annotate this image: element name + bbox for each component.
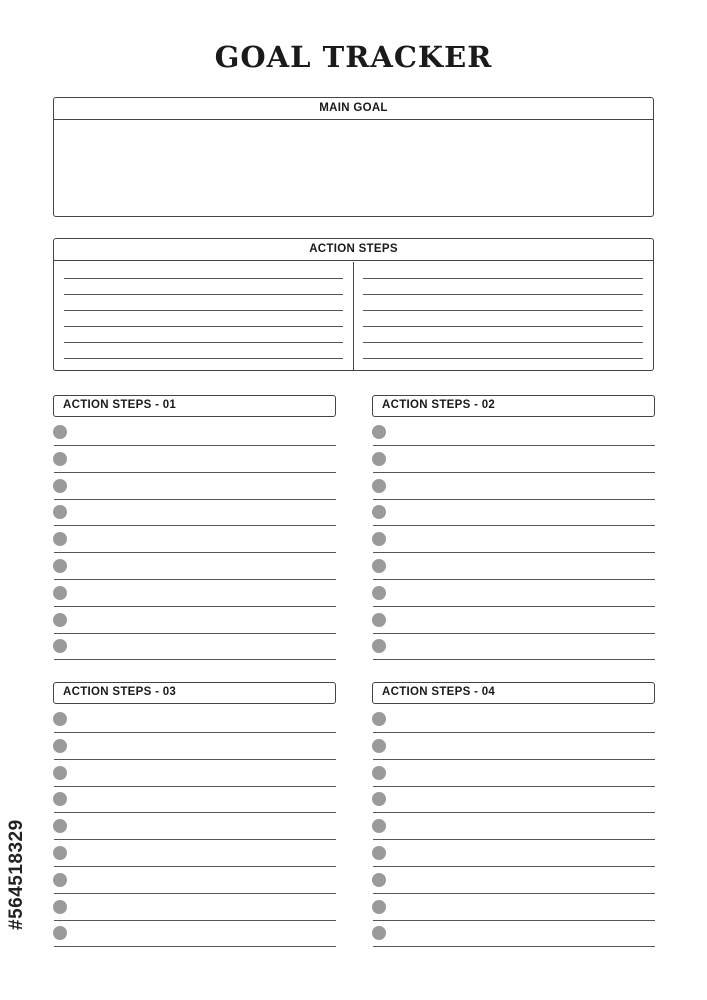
checklist-row[interactable] xyxy=(53,706,336,733)
checkbox-circle-icon[interactable] xyxy=(53,559,67,573)
action-steps-write-line[interactable] xyxy=(64,326,343,327)
checklist-row[interactable] xyxy=(372,446,655,473)
checkbox-circle-icon[interactable] xyxy=(53,425,67,439)
checklist-row[interactable] xyxy=(372,813,655,840)
checkbox-circle-icon[interactable] xyxy=(53,792,67,806)
checklist-row[interactable] xyxy=(372,920,655,947)
action-steps-write-line[interactable] xyxy=(363,358,643,359)
page-title: GOAL TRACKER xyxy=(214,40,493,74)
checklist-row[interactable] xyxy=(372,840,655,867)
checklist-row[interactable] xyxy=(372,419,655,446)
checklist-row[interactable] xyxy=(53,580,336,607)
stock-id-watermark: #564518329 xyxy=(6,819,27,930)
checkbox-circle-icon[interactable] xyxy=(372,846,386,860)
checkbox-circle-icon[interactable] xyxy=(53,846,67,860)
checklist-row[interactable] xyxy=(372,580,655,607)
checklist-row[interactable] xyxy=(372,553,655,580)
checkbox-circle-icon[interactable] xyxy=(53,479,67,493)
action-steps-write-line[interactable] xyxy=(64,278,343,279)
section-header: ACTION STEPS - 03 xyxy=(53,682,336,704)
checkbox-circle-icon[interactable] xyxy=(53,639,67,653)
checkbox-circle-icon[interactable] xyxy=(53,712,67,726)
checklist-row[interactable] xyxy=(53,920,336,947)
checklist-row[interactable] xyxy=(53,786,336,813)
action-steps-write-line[interactable] xyxy=(64,294,343,295)
checkbox-circle-icon[interactable] xyxy=(53,766,67,780)
checkbox-circle-icon[interactable] xyxy=(372,766,386,780)
checklist-row[interactable] xyxy=(53,894,336,921)
checklist-row[interactable] xyxy=(53,813,336,840)
checkbox-circle-icon[interactable] xyxy=(372,586,386,600)
checkbox-circle-icon[interactable] xyxy=(53,452,67,466)
checklist-row[interactable] xyxy=(53,419,336,446)
checklist-row[interactable] xyxy=(53,633,336,660)
checkbox-circle-icon[interactable] xyxy=(372,792,386,806)
checkbox-circle-icon[interactable] xyxy=(372,452,386,466)
checklist-row[interactable] xyxy=(372,633,655,660)
checklist-row[interactable] xyxy=(372,607,655,634)
checkbox-circle-icon[interactable] xyxy=(372,505,386,519)
checklist-row[interactable] xyxy=(53,607,336,634)
checkbox-circle-icon[interactable] xyxy=(53,586,67,600)
checkbox-circle-icon[interactable] xyxy=(372,926,386,940)
checkbox-circle-icon[interactable] xyxy=(53,532,67,546)
checkbox-circle-icon[interactable] xyxy=(372,613,386,627)
action-steps-divider xyxy=(353,262,354,370)
checkbox-circle-icon[interactable] xyxy=(372,425,386,439)
checklist-row[interactable] xyxy=(372,760,655,787)
action-steps-write-line[interactable] xyxy=(64,310,343,311)
checklist-row[interactable] xyxy=(53,446,336,473)
checklist-row[interactable] xyxy=(372,706,655,733)
checklist-row[interactable] xyxy=(53,526,336,553)
checkbox-circle-icon[interactable] xyxy=(53,900,67,914)
action-steps-write-line[interactable] xyxy=(363,278,643,279)
checklist-row[interactable] xyxy=(53,840,336,867)
write-line xyxy=(54,659,336,660)
checklist-row[interactable] xyxy=(372,733,655,760)
write-line xyxy=(373,659,655,660)
checkbox-circle-icon[interactable] xyxy=(372,479,386,493)
checklist-row[interactable] xyxy=(53,499,336,526)
checkbox-circle-icon[interactable] xyxy=(53,613,67,627)
section-header: ACTION STEPS - 02 xyxy=(372,395,655,417)
checklist-row[interactable] xyxy=(372,894,655,921)
section-header: ACTION STEPS - 01 xyxy=(53,395,336,417)
action-steps-write-line[interactable] xyxy=(363,326,643,327)
checklist-row[interactable] xyxy=(372,867,655,894)
checkbox-circle-icon[interactable] xyxy=(372,532,386,546)
main-goal-box[interactable] xyxy=(53,97,654,217)
checkbox-circle-icon[interactable] xyxy=(53,926,67,940)
checklist-row[interactable] xyxy=(372,499,655,526)
checklist-row[interactable] xyxy=(53,553,336,580)
checkbox-circle-icon[interactable] xyxy=(372,712,386,726)
action-steps-write-line[interactable] xyxy=(363,294,643,295)
section-header: ACTION STEPS - 04 xyxy=(372,682,655,704)
action-steps-box xyxy=(53,238,654,371)
checkbox-circle-icon[interactable] xyxy=(372,819,386,833)
write-line xyxy=(54,946,336,947)
main-goal-header: MAIN GOAL xyxy=(54,98,653,120)
checkbox-circle-icon[interactable] xyxy=(372,639,386,653)
action-steps-write-line[interactable] xyxy=(64,342,343,343)
checkbox-circle-icon[interactable] xyxy=(53,873,67,887)
checklist-row[interactable] xyxy=(53,733,336,760)
checkbox-circle-icon[interactable] xyxy=(372,873,386,887)
checkbox-circle-icon[interactable] xyxy=(372,900,386,914)
checkbox-circle-icon[interactable] xyxy=(372,559,386,573)
checklist-row[interactable] xyxy=(372,526,655,553)
action-steps-header: ACTION STEPS xyxy=(54,239,653,261)
action-steps-write-line[interactable] xyxy=(363,342,643,343)
checkbox-circle-icon[interactable] xyxy=(53,819,67,833)
action-steps-write-line[interactable] xyxy=(64,358,343,359)
write-line xyxy=(373,946,655,947)
checklist-row[interactable] xyxy=(53,473,336,500)
checkbox-circle-icon[interactable] xyxy=(53,505,67,519)
checklist-row[interactable] xyxy=(53,760,336,787)
checklist-row[interactable] xyxy=(372,473,655,500)
checkbox-circle-icon[interactable] xyxy=(53,739,67,753)
action-steps-write-line[interactable] xyxy=(363,310,643,311)
checkbox-circle-icon[interactable] xyxy=(372,739,386,753)
checklist-row[interactable] xyxy=(372,786,655,813)
checklist-row[interactable] xyxy=(53,867,336,894)
